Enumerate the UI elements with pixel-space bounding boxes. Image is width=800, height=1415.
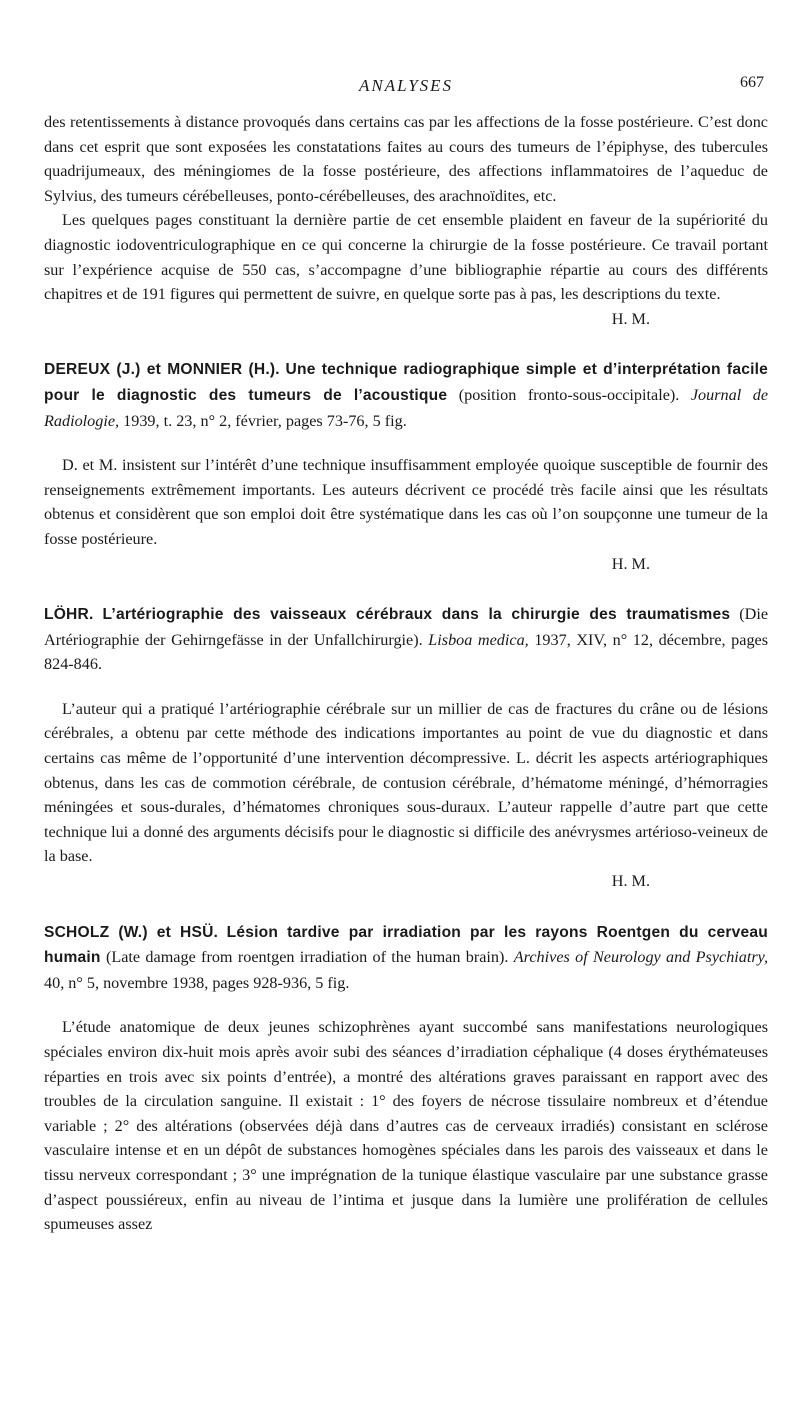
authors: LÖHR. <box>44 606 94 624</box>
publication-details: 1937, XIV, n° 12, décembre, pages 824-846. <box>44 630 769 674</box>
intro-paragraph-1: des retentissements à distance provoqués dans certains cas par les affections de la fosse postérieure. C’est donc dans cet esprit que sont exposées les constatations faites au cours des tumeurs de l’épiphyse, des tubercules quadrijumeaux, des méningiomes de la fosse postérieure, des affections inflammatoires de l’aqueduc de Sylvius, des tumeurs cérébelleuses, ponto-cérébelleuses, des arachnoïdites, etc. <box>44 113 768 205</box>
article-subtitle: (Late damage from roentgen irradiation of the human brain). <box>105 948 509 967</box>
authors: DEREUX (J.) et MONNIER (H.). <box>44 361 280 379</box>
article-subtitle: (Die Artériographie der Gehirngefässe in der Unfallchirurgie). <box>44 605 769 649</box>
page-number: 667 <box>740 74 764 91</box>
intro-paragraph-2: Les quelques pages constituant la dernière partie de cet ensemble plaident en faveur de la supériorité du diagnostic iodoventriculographique en ce qui concerne la chirurgie de la fosse postérieure. Ce travail portant sur l’expérience acquise de 550 cas, s’accompagne d’une bibliographie répartie au cours des différents chapitres et de 191 figures qui permettent de suivre, en quelque sorte pas à pas, les descriptions du texte. <box>44 211 768 304</box>
running-head: ANALYSES <box>358 76 454 95</box>
article-title: Une technique radiographique simple et d’interprétation facile pour le diagnostic des tumeurs de l’acoustique <box>44 361 769 404</box>
review-body: D. et M. insistent sur l’intérêt d’une technique insuffisamment employée quoique susceptible de fournir des renseignements extrêmement importants. Les auteurs décrivent ce procédé très facile ainsi que les résultats obtenus et considèrent que son emploi doit être systématique dans les cas où l’on soupçonne une tumeur de la fosse postérieure. <box>44 456 768 548</box>
journal-name: Lisboa medica, <box>428 630 529 649</box>
bibliographic-reference <box>44 602 768 677</box>
review-entry-dereux <box>44 357 768 576</box>
publication-details: 1939, t. 23, n° 2, février, pages 73-76, 5 fig. <box>123 411 407 430</box>
review-body: L’auteur qui a pratiqué l’artériographie cérébrale sur un millier de cas de fractures du crâne ou de lésions cérébrales, a obtenu par cette méthode des indications importantes au point de vue du diagnostic et dans certains cas même de l’opportunité d’une intervention décompressive. L. décrit les aspects artériographiques obtenus, dans les cas de commotion cérébrale, de contusion cérébrale, d’hématome méningé, d’hémorragies méningées et sous-durales, d’hématomes chroniques sous-duraux. L’auteur rappelle d’autre part que cette technique lui a donné des arguments décisifs pour le diagnostic si difficile des anévrysmes artérioso-veineux de la base. <box>44 699 768 866</box>
bibliographic-reference <box>44 920 768 996</box>
journal-name: Journal de Radiologie, <box>44 385 769 430</box>
review-entry-scholz <box>44 920 768 1237</box>
publication-details: 40, n° 5, novembre 1938, pages 928-936, 5 fig. <box>44 973 350 992</box>
intro-section <box>44 110 768 331</box>
review-entry-lohr <box>44 602 768 894</box>
review-body: L’étude anatomique de deux jeunes schizophrènes ayant succombé sans manifestations neurologiques spéciales environ dix-huit mois après avoir subi des séances d’irradiation céphalique (4 doses érythémateuses réparties en trois avec six points d’entrée), a montré des altérations graves paraissant en rapport avec des troubles de la circulation sanguine. Il existait : 1° des foyers de nécrose tissulaire nombreux et d’étendue variable ; 2° des altérations (observées déjà dans d’autres cas de cerveaux irradiés) consistant en sclérose vasculaire intense et en un dépôt de substances homogènes spéciales dans les parois des vaisseaux et dans le tissu nerveux correspondant ; 3° une imprégnation de la tunique élastique vasculaire par une substance grasse d’aspect poussiéreux, enfin au niveau de l’intima et jusque dans la lumière une prolifération de cellules spumeuses assez <box>44 1018 768 1234</box>
review-signature: H. M. <box>611 309 650 328</box>
journal-name: Archives of Neurology and Psychiatry, <box>513 948 769 967</box>
article-title: Lésion tardive par irradiation par les rayons Roentgen du cerveau humain <box>44 923 768 967</box>
article-title: L’artériographie des vaisseaux cérébraux dans la chirurgie des traumatismes <box>102 606 731 624</box>
authors: SCHOLZ (W.) et HSÜ. <box>44 923 219 941</box>
bibliographic-reference <box>44 357 768 433</box>
review-signature: H. M. <box>611 554 650 573</box>
article-subtitle: (position fronto-sous-occipitale). <box>458 385 680 404</box>
page-header <box>44 70 768 110</box>
review-signature: H. M. <box>611 872 650 891</box>
